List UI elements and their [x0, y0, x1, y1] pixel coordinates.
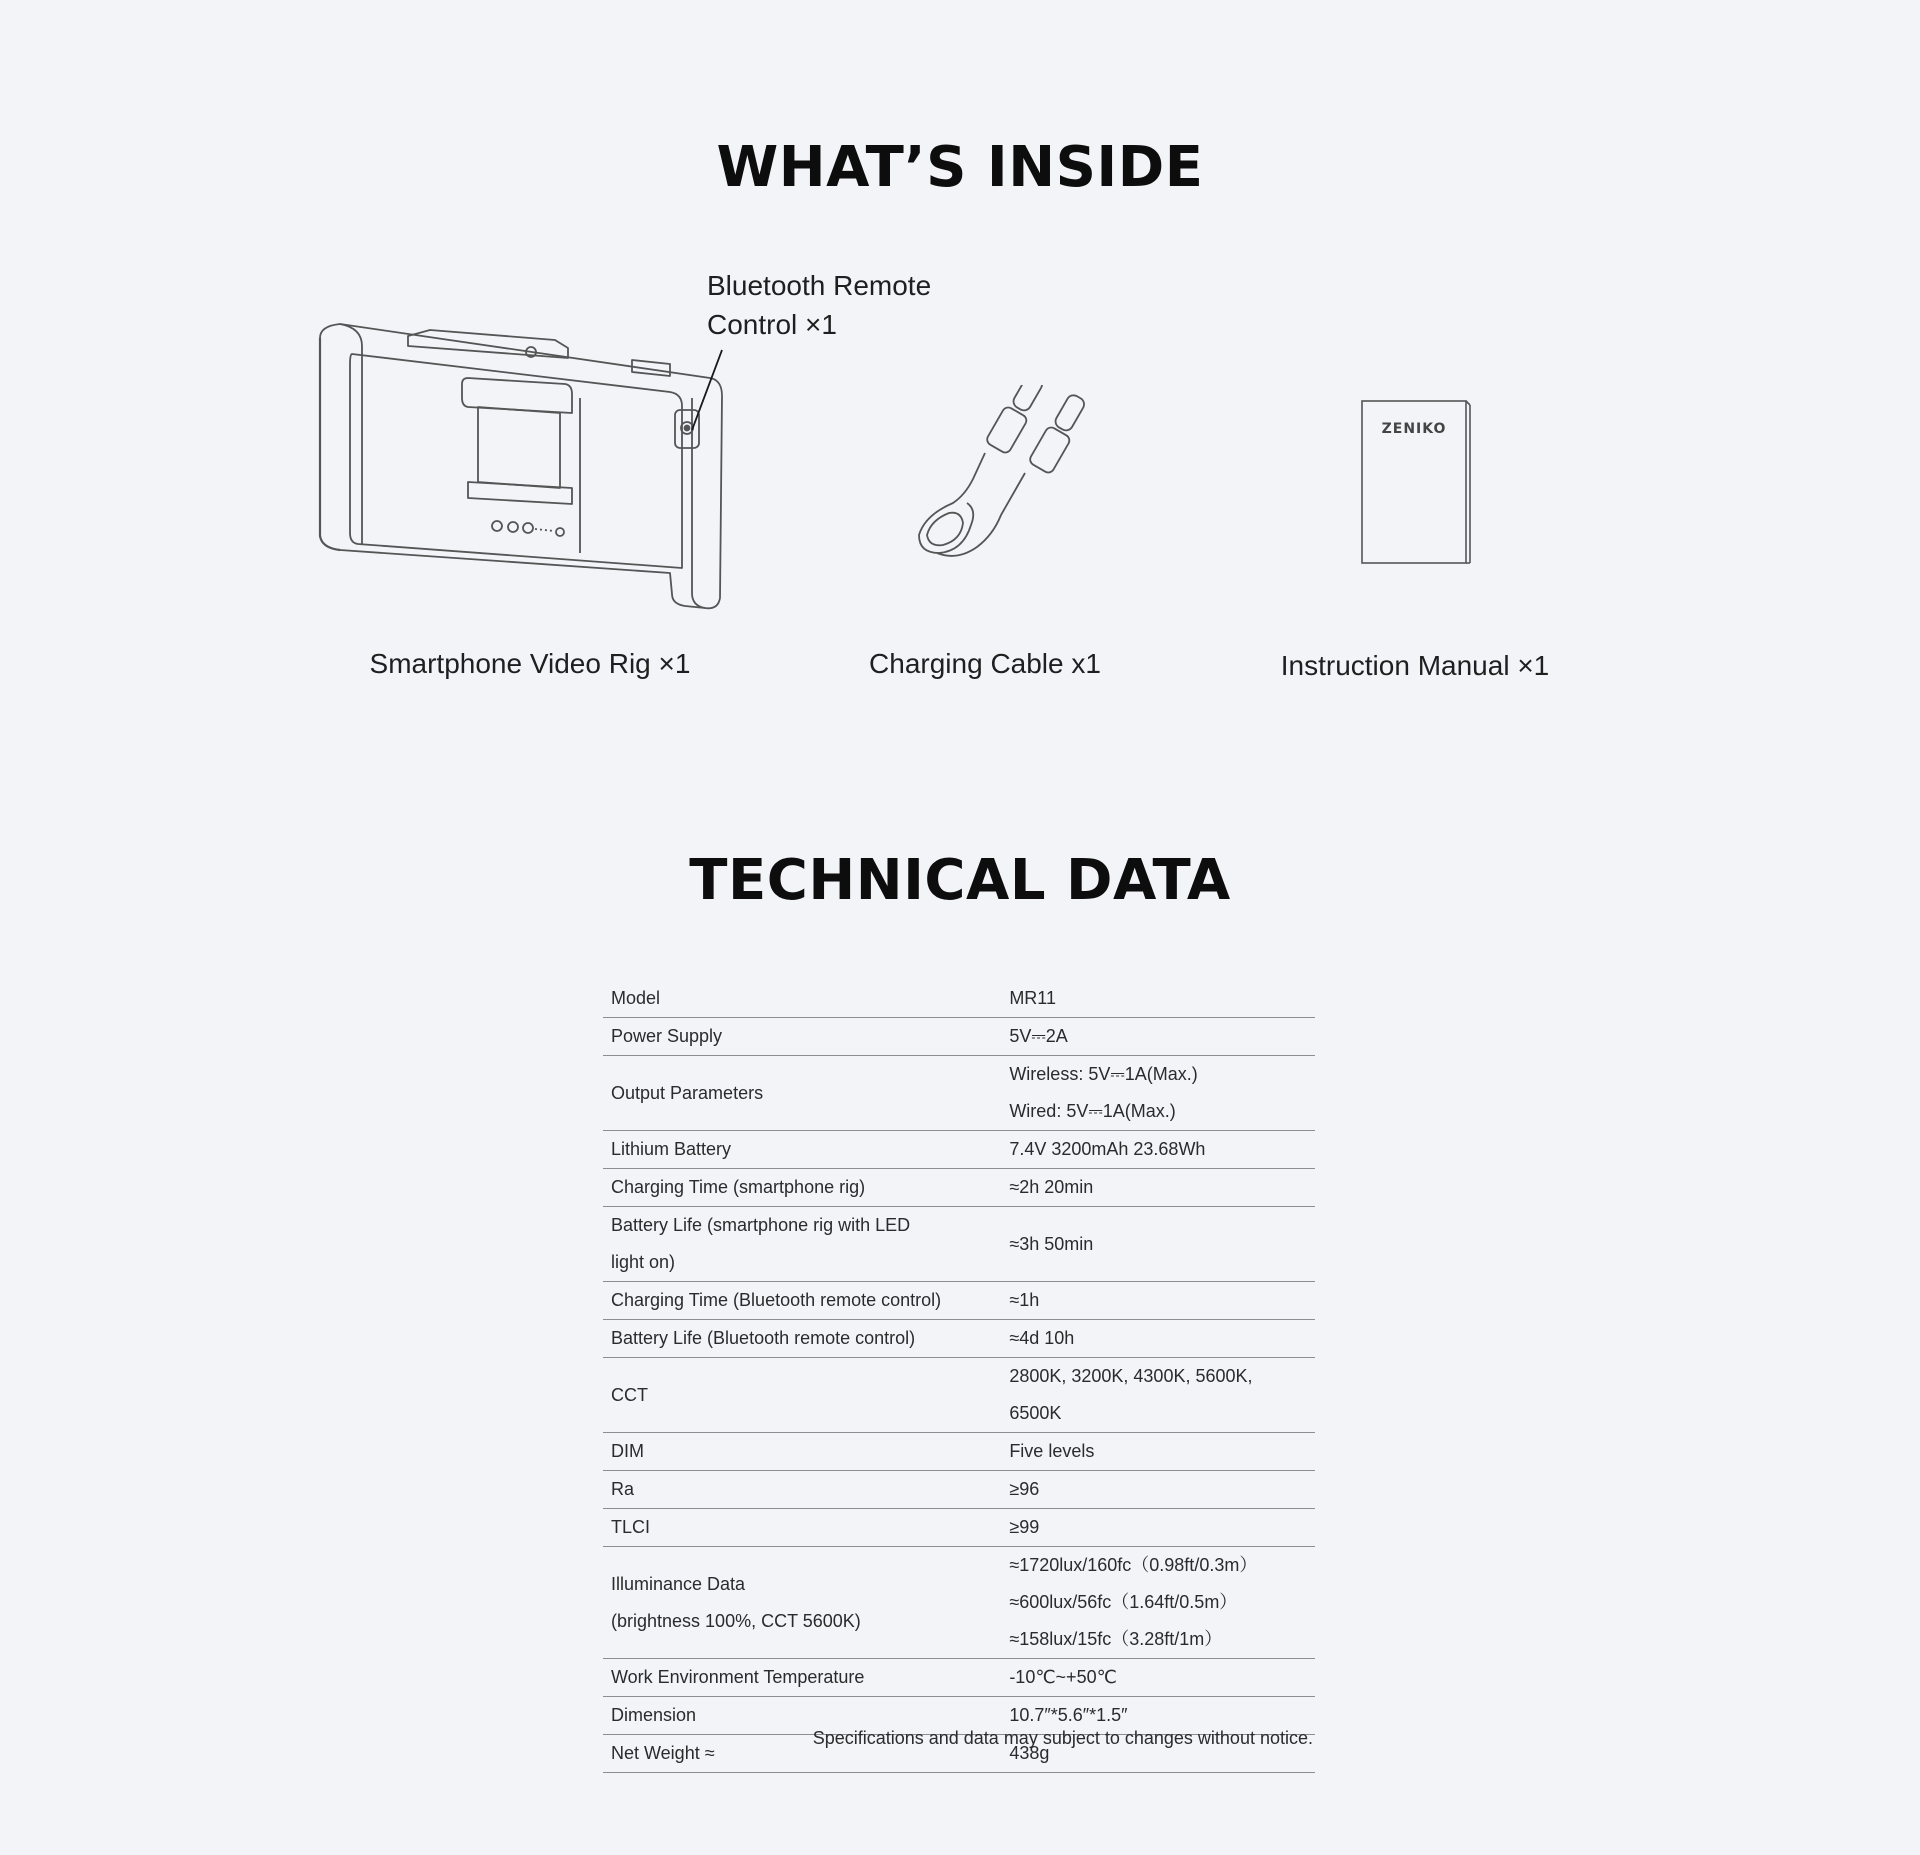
usb-c-cable-icon	[905, 385, 1085, 560]
spec-value-line: ≥96	[1009, 1479, 1040, 1499]
spec-value	[993, 1282, 1315, 1320]
spec-value-line: Five levels	[1009, 1441, 1095, 1461]
spec-label-line: Output Parameters	[611, 1082, 764, 1103]
spec-value-line: ≈600lux/56fc（1.64ft/0.5m）	[1009, 1592, 1238, 1612]
spec-value	[993, 1018, 1315, 1056]
technical-data-title: TECHNICAL DATA	[689, 848, 1231, 913]
spec-value-line: ≈158lux/15fc（3.28ft/1m）	[1009, 1629, 1223, 1649]
spec-value	[993, 1547, 1315, 1659]
spec-label-line: Model	[611, 988, 661, 1008]
spec-label	[603, 1320, 993, 1358]
spec-label	[603, 1433, 993, 1471]
spec-label-line: Charging Time (smartphone rig)	[611, 1177, 866, 1197]
table-row	[603, 1282, 1315, 1320]
spec-label-line: (brightness 100%, CCT 5600K)	[611, 1610, 861, 1631]
spec-label-line: Dimension	[611, 1705, 697, 1725]
spec-label-line: Net Weight ≈	[611, 1743, 715, 1763]
spec-value-line: ≈3h 50min	[1009, 1233, 1094, 1254]
table-row	[603, 980, 1315, 1018]
table-row	[603, 1056, 1315, 1131]
spec-value-line: 10.7″*5.6″*1.5″	[1009, 1705, 1128, 1725]
spec-label	[603, 980, 993, 1018]
spec-value-line: Wired: 5V⎓1A(Max.)	[1009, 1101, 1176, 1121]
spec-value-line: ≥99	[1009, 1517, 1040, 1537]
spec-value-line: ≈1720lux/160fc（0.98ft/0.3m）	[1009, 1555, 1258, 1575]
callout-line1: Bluetooth Remote	[707, 270, 932, 301]
spec-value	[993, 1056, 1315, 1131]
spec-value-line: ≈1h	[1009, 1290, 1040, 1310]
bluetooth-remote-callout	[707, 266, 931, 344]
manual-booklet-icon	[1358, 397, 1473, 567]
spec-value-line: 7.4V 3200mAh 23.68Wh	[1009, 1139, 1206, 1159]
spec-value	[993, 1433, 1315, 1471]
table-row	[603, 1547, 1315, 1659]
spec-value	[993, 1358, 1315, 1433]
spec-label-line: CCT	[611, 1384, 648, 1405]
spec-value-line: 2800K, 3200K, 4300K, 5600K, 6500K	[1009, 1366, 1253, 1423]
spec-label-line: Charging Time (Bluetooth remote control)	[611, 1290, 942, 1310]
item-label-rig: Smartphone Video Rig ×1	[369, 648, 691, 679]
callout-line	[680, 345, 730, 445]
smartphone-rig-icon	[310, 318, 730, 613]
item-label-manual: Instruction Manual ×1	[1280, 650, 1550, 681]
spec-value	[993, 980, 1315, 1018]
manual-brand: ZENIKO	[1381, 421, 1447, 437]
whats-inside-title: WHAT’S INSIDE	[716, 135, 1204, 200]
spec-value	[993, 1207, 1315, 1282]
spec-label-line: Illuminance Data	[611, 1573, 746, 1594]
callout-line2: Control ×1	[707, 309, 837, 340]
spec-label	[603, 1358, 993, 1433]
spec-label-line: Battery Life (smartphone rig with LED	[611, 1215, 911, 1235]
spec-value	[993, 1509, 1315, 1547]
spec-value-line: Wireless: 5V⎓1A(Max.)	[1009, 1064, 1198, 1084]
spec-value	[993, 1320, 1315, 1358]
spec-table	[603, 980, 1315, 1773]
spec-label	[603, 1169, 993, 1207]
spec-label	[603, 1056, 993, 1131]
spec-label	[603, 1509, 993, 1547]
table-row	[603, 1169, 1315, 1207]
spec-value-line: ≈2h 20min	[1009, 1177, 1094, 1197]
table-row	[603, 1131, 1315, 1169]
table-row	[603, 1320, 1315, 1358]
spec-footnote: Specifications and data may subject to changes without notice.	[812, 1728, 1313, 1748]
table-row	[603, 1207, 1315, 1282]
table-row	[603, 1659, 1315, 1697]
spec-label	[603, 1659, 993, 1697]
table-row	[603, 1358, 1315, 1433]
spec-label-line: Battery Life (Bluetooth remote control)	[611, 1328, 916, 1348]
spec-label	[603, 1547, 993, 1659]
spec-value-line: -10℃~+50℃	[1009, 1667, 1117, 1687]
table-row	[603, 1509, 1315, 1547]
spec-label	[603, 1018, 993, 1056]
table-row	[603, 1433, 1315, 1471]
spec-value-line: ≈4d 10h	[1009, 1328, 1075, 1348]
spec-label	[603, 1131, 993, 1169]
spec-label	[603, 1282, 993, 1320]
table-row	[603, 1018, 1315, 1056]
spec-value	[993, 1659, 1315, 1697]
spec-value	[993, 1169, 1315, 1207]
spec-value-line: 5V⎓2A	[1009, 1026, 1068, 1046]
spec-label-line: light on)	[611, 1252, 676, 1272]
item-label-cable: Charging Cable x1	[869, 648, 1101, 679]
spec-label	[603, 1207, 993, 1282]
spec-value-line: 438g	[1009, 1743, 1050, 1763]
spec-value	[993, 1131, 1315, 1169]
spec-label-line: Ra	[611, 1479, 635, 1499]
spec-label-line: TLCI	[611, 1517, 651, 1537]
spec-label-line: Lithium Battery	[611, 1139, 732, 1159]
spec-value	[993, 1471, 1315, 1509]
spec-label-line: DIM	[611, 1441, 644, 1461]
table-row	[603, 1471, 1315, 1509]
spec-label	[603, 1471, 993, 1509]
spec-label-line: Work Environment Temperature	[611, 1667, 865, 1687]
spec-label-line: Power Supply	[611, 1026, 723, 1046]
spec-value-line: MR11	[1009, 988, 1056, 1008]
